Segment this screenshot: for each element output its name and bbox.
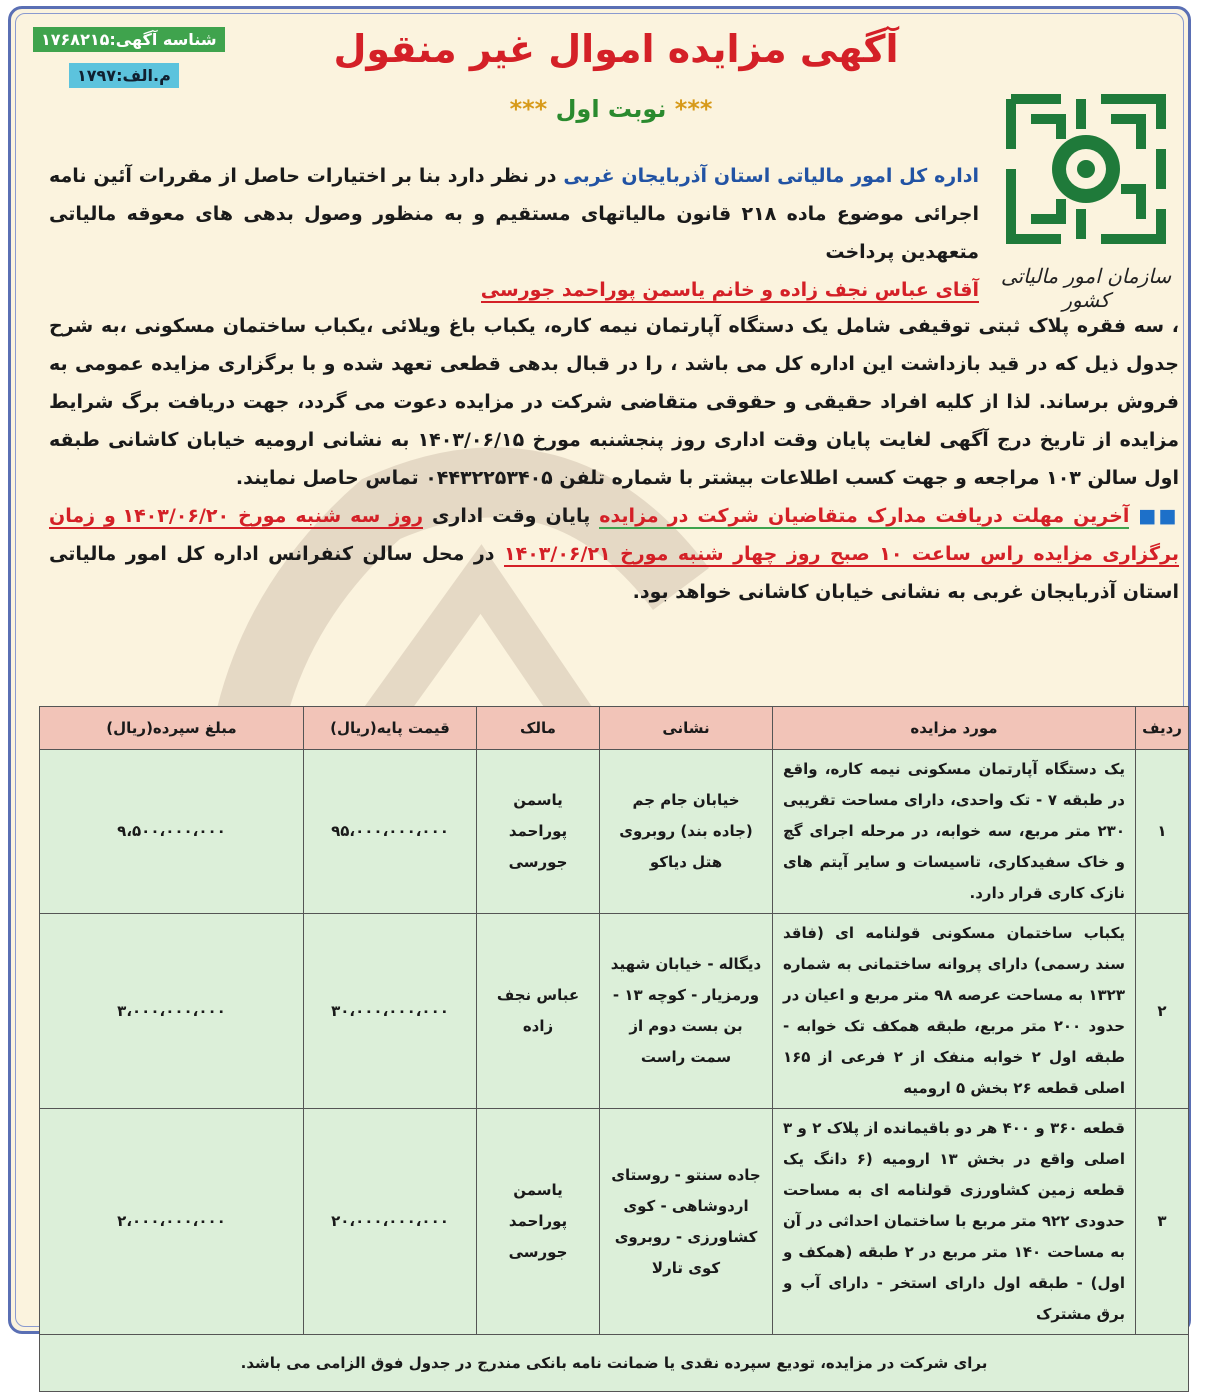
item-address: دیگاله - خیابان شهید ورمزیار - کوچه ۱۳ - بن بست دوم از سمت راست: [600, 914, 773, 1109]
header-owner: مالک: [477, 707, 600, 750]
item-description: یک دستگاه آپارتمان مسکونی نیمه کاره، واقع در طبقه ۷ - تک واحدی، دارای مساحت تقریبی ۲۳۰ متر مربع، سه خوابه، در مرحله اجرای گچ و خاک سفیدکاری، تاسیسات و سایر آیتم های نازک کاری قرار دارد.: [773, 750, 1136, 914]
table-footer-note: برای شرکت در مزایده، تودیع سپرده نقدی یا ضمانت نامه بانکی مندرج در جدول فوق الزامی می باشد.: [40, 1335, 1189, 1392]
item-owner: یاسمن پوراحمد جورسی: [477, 1109, 600, 1335]
org-name: اداره کل امور مالیاتی استان آذربایجان غربی: [563, 165, 979, 187]
item-address: خیابان جام جم (جاده بند) روبروی هتل دیاکو: [600, 750, 773, 914]
deadline-label: آخرین مهلت دریافت مدارک متقاضیان شرکت در مزایده: [599, 505, 1130, 527]
auction-table: [39, 706, 1189, 1392]
ad-id-badge: شناسه آگهی:۱۷۶۸۲۱۵: [33, 27, 225, 52]
item-base-price: ۳۰،۰۰۰،۰۰۰،۰۰۰: [304, 914, 477, 1109]
item-address: جاده سنتو - روستای اردوشاهی - کوی کشاورزی - روبروی کوی تارلا: [600, 1109, 773, 1335]
round-label: نوبت اول: [555, 95, 667, 123]
bullet-squares: ■■: [1138, 505, 1179, 527]
table-row: [40, 914, 1189, 1109]
item-owner: یاسمن پوراحمد جورسی: [477, 750, 600, 914]
intro-paragraph: [49, 157, 979, 309]
row-number: ۱: [1136, 750, 1189, 914]
logo-caption: سازمان امور مالیاتی کشور: [1000, 264, 1172, 312]
table-header-row: [40, 707, 1189, 750]
debtors-names: آقای عباس نجف زاده و خانم یاسمن پوراحمد جورسی: [480, 279, 979, 301]
header-address: نشانی: [600, 707, 773, 750]
item-base-price: ۲۰،۰۰۰،۰۰۰،۰۰۰: [304, 1109, 477, 1335]
page-title: آگهی مزایده اموال غیر منقول: [333, 27, 899, 71]
item-description: یکباب ساختمان مسکونی قولنامه ای (فاقد سند رسمی) دارای پروانه ساختمانی به شماره ۱۳۲۳ به مساحت عرصه ۹۸ متر مربع و اعیان در حدود ۲۰۰ متر مربع، طبقه همکف تک خوابه - طبقه اول ۲ خوابه منفک از ۲ فرعی از ۱۶۵ اصلی قطعه ۲۶ بخش ۵ ارومیه: [773, 914, 1136, 1109]
main-paragraph: [49, 307, 1179, 611]
item-owner: عباس نجف زاده: [477, 914, 600, 1109]
row-number: ۳: [1136, 1109, 1189, 1335]
item-description: قطعه ۳۶۰ و ۴۰۰ هر دو باقیمانده از پلاک ۲ و ۳ اصلی واقع در بخش ۱۳ ارومیه (۶ دانگ یک قطعه زمین کشاورزی قولنامه ای به مساحت حدودی ۹۲۲ متر مربع با ساختمان احداثی در آن به مساحت ۱۴۰ متر مربع در ۲ طبقه (همکف و اول) - طبقه اول دارای استخر - دارای آب و برق مشترک: [773, 1109, 1136, 1335]
ad-frame: [8, 6, 1191, 1372]
item-deposit: ۹،۵۰۰،۰۰۰،۰۰۰: [40, 750, 304, 914]
item-deposit: ۳،۰۰۰،۰۰۰،۰۰۰: [40, 914, 304, 1109]
item-base-price: ۹۵،۰۰۰،۰۰۰،۰۰۰: [304, 750, 477, 914]
main-text: ، سه فقره پلاک ثبتی توقیفی شامل یک دستگاه آپارتمان نیمه کاره، یکباب باغ ویلائی ،یکباب ساختمان مسکونی ،به شرح جدول ذیل که در قید بازداشت این اداره کل می باشد ، را در قبال بدهی قطعی تعهد شده و با برگزاری مزایده عمومی به فروش برساند. لذا از کلیه افراد حقیقی و حقوقی متقاضی شرکت در مزایده دعوت می گردد، جهت دریافت برگ شرایط مزایده از تاریخ درج آگهی لغایت پایان وقت اداری روز پنجشنبه مورخ ۱۴۰۳/۰۶/۱۵ به نشانی ارومیه خیابان کاشانی طبقه اول سالن ۱۰۳ مراجعه و جهت کسب اطلاعات بیشتر با شماره تلفن ۰۴۴۳۲۲۵۳۴۰۵ تماس حاصل نمایند.: [49, 315, 1179, 489]
header-row-number: ردیف: [1136, 707, 1189, 750]
header-deposit: مبلغ سپرده(ریال): [40, 707, 304, 750]
deadline-mid: پایان وقت اداری: [423, 505, 600, 527]
header-base-price: قیمت پایه(ریال): [304, 707, 477, 750]
round-subtitle: [411, 95, 811, 123]
header-item: مورد مزایده: [773, 707, 1136, 750]
tax-organization-logo-icon: [1001, 89, 1171, 249]
table-footer-row: [40, 1335, 1189, 1392]
item-deposit: ۲،۰۰۰،۰۰۰،۰۰۰: [40, 1109, 304, 1335]
deadline-end: در محل سالن کنفرانس اداره کل امور مالیاتی استان آذربایجان غربی به نشانی خیابان کاشانی خواهد بود.: [49, 543, 1179, 603]
intro-text: در نظر دارد بنا بر اختیارات حاصل از مقررات آئین نامه اجرائی موضوع ماده ۲۱۸ قانون مالیاتهای مستقیم و به منظور وصول بدهی های معوقه مالیاتی متعهدین پرداخت: [49, 165, 980, 263]
row-number: ۲: [1136, 914, 1189, 1109]
deadline-date: روز سه شنبه مورخ ۱۴۰۳/۰۶/۲۰ و زمان برگزاری مزایده راس ساعت ۱۰ صبح روز چهار شنبه مورخ ۱۴۰۳/۰۶/۲۱: [49, 505, 1179, 565]
stars-left: ***: [509, 95, 548, 123]
table-row: [40, 750, 1189, 914]
table-row: [40, 1109, 1189, 1335]
stars-right: ***: [674, 95, 713, 123]
ad-code-badge: م.الف:۱۷۹۷: [69, 63, 179, 88]
